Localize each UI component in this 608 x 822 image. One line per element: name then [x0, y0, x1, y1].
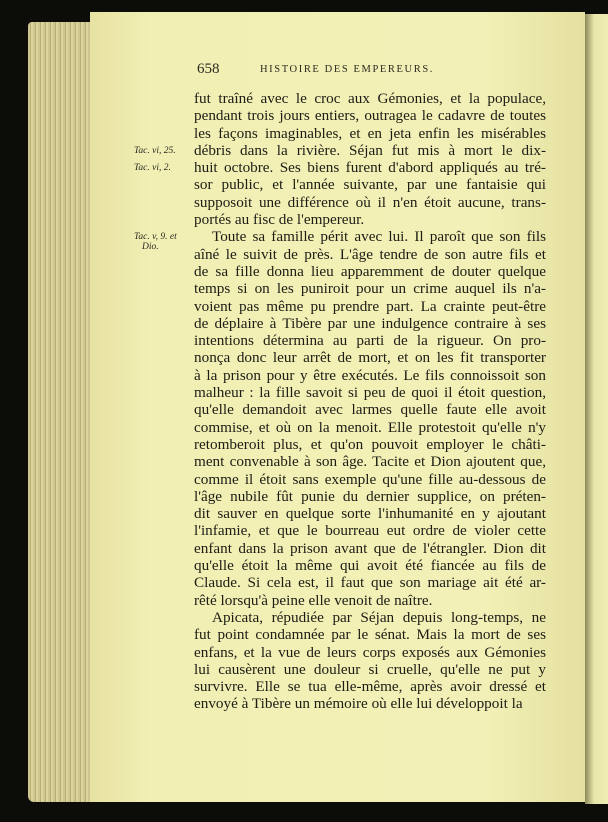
text-line: portés au fisc de l'empereur.: [194, 211, 365, 229]
margin-note: Dio.: [142, 242, 159, 253]
text-line: intentions détermina au parti de la rigueur. On pro-: [194, 332, 546, 350]
text-line: nonça donc leur arrêt de mort, et on les fit transporter: [194, 349, 546, 367]
text-line: ment convenable à son âge. Tacite et Dion ajoutent que,: [194, 453, 546, 471]
text-line: envoyé à Tibère un mémoire où elle lui développoit la: [194, 695, 523, 713]
text-line: Toute sa famille périt avec lui. Il paroît que son fils: [212, 228, 546, 246]
margin-note: Tac. v, 9. et: [134, 232, 177, 243]
text-line: supposoit une différence où il n'en étoit aucune, trans-: [194, 193, 546, 211]
text-line: Apicata, répudiée par Séjan depuis long-temps, ne: [212, 608, 546, 626]
text-line: fut traîné avec le croc aux Gémonies, et la populace,: [194, 90, 546, 107]
text-line: dit sauver en quelque sorte l'inhumanité en y ajoutant: [194, 505, 546, 523]
page-number: 658: [197, 61, 220, 77]
text-line: commise, et où on la menoit. Elle protestoit qu'elle n'y: [194, 418, 546, 436]
text-line: lui causèrent une douleur si cruelle, qu'elle ne put y: [194, 660, 546, 678]
text-line: survivre. Elle se tua elle-même, après avoir dressé et: [194, 678, 546, 696]
text-line: comme il étoit sans exemple qu'une fille au-dessous de: [194, 470, 546, 488]
text-line: sor public, et l'année suivante, par une fantaisie qui: [194, 176, 546, 194]
text-line: de déplaire à Tibère par une indulgence contraire à ses: [194, 314, 546, 332]
book-page: [90, 12, 585, 802]
text-line: pendant trois jours entiers, outragea le cadavre de toutes: [194, 107, 546, 125]
text-line: temps si on les puniroit pour un crime auquel ils n'a-: [194, 280, 546, 298]
text-line: débris dans la rivière. Séjan fut mis à mort le dix-: [194, 141, 546, 159]
text-line: malheur : la fille savoit si peu de quoi il étoit question,: [194, 384, 546, 402]
text-line: les façons imaginables, et en jeta enfin les misérables: [194, 124, 546, 142]
body-text: [134, 90, 546, 713]
margin-note: Tac. vi, 25.: [134, 145, 176, 156]
text-line: l'infamie, et que le bourreau eut ordre de violer cette: [194, 522, 546, 540]
next-page-edge: [585, 14, 608, 804]
text-line: à la prison pour y être exécutés. Le fils connoissoit son: [194, 366, 546, 384]
text-line: qu'elle étoit la même qui avoit été fiancée au fils de: [194, 557, 546, 575]
text-line: l'âge nubile fût punie du dernier supplice, on préten-: [194, 487, 546, 505]
text-line: qu'elle demandoit avec larmes quelle faute elle avoit: [194, 401, 546, 419]
text-line: rêté lorsqu'à peine elle venoit de naître.: [194, 591, 433, 609]
text-line: huit octobre. Ses biens furent d'abord appliqués au tré-: [194, 159, 546, 177]
text-line: Claude. Si cela est, il faut que son mariage ait été ar-: [194, 574, 546, 592]
text-line: enfans, et la vue de leurs corps exposés aux Gémonies: [194, 643, 546, 661]
text-line: enfant dans la prison avant que de l'étrangler. Dion dit: [194, 539, 546, 557]
running-title: HISTOIRE DES EMPEREURS.: [260, 64, 434, 75]
text-line: de sa fille donna lieu apparemment de douter quelque: [194, 262, 546, 280]
text-line: voient pas même pu prendre part. La crainte peut-être: [194, 297, 546, 315]
page-stack-edge: [28, 22, 94, 802]
text-line: aîné le suivit de près. L'âge tendre de son autre fils et: [194, 245, 546, 263]
text-line: retomberoit plus, et qu'on pouvoit employer le châti-: [194, 435, 546, 453]
text-line: fut point condamnée par le sénat. Mais la mort de ses: [194, 626, 546, 644]
margin-note: Tac. vi, 2.: [134, 163, 171, 174]
